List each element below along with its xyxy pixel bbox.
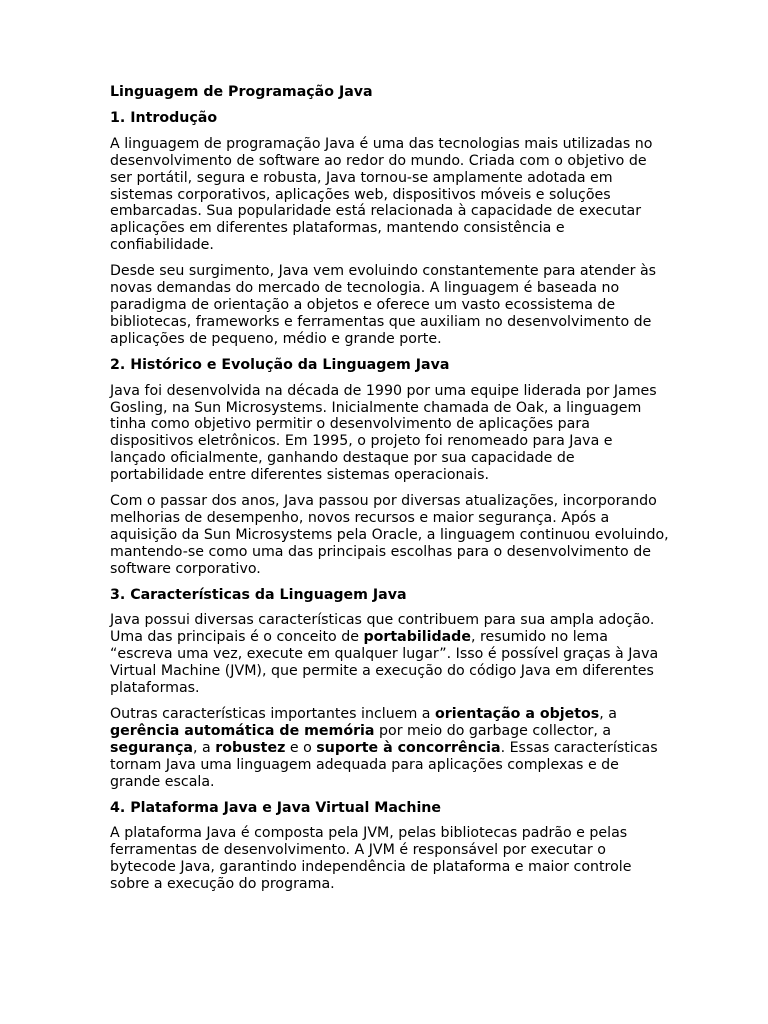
paragraph bbox=[110, 825, 670, 893]
paragraph-text: por meio do garbage collector, a bbox=[374, 722, 612, 739]
bold-term: orientação a objetos bbox=[434, 706, 600, 722]
paragraph bbox=[110, 136, 670, 254]
paragraph-text: . Essas características tornam Java uma linguagem adequada para aplicações complexas e de grande escala. bbox=[110, 739, 658, 790]
section-heading: 4. Plataforma Java e Java Virtual Machine bbox=[110, 799, 442, 816]
paragraph-text: e o bbox=[285, 739, 317, 756]
paragraph bbox=[110, 383, 670, 484]
paragraph-text: A plataforma Java é composta pela JVM, pelas bibliotecas padrão e pelas ferramentas de desenvolvimento. A JVM é responsável por executar o bytecode Java, garantindo independência de plataforma e maior controle sobre a execução do programa. bbox=[110, 825, 632, 893]
document-body bbox=[110, 84, 670, 902]
bold-term: segurança bbox=[110, 739, 193, 756]
paragraph-text: Java possui diversas características que contribuem para sua ampla adoção. Uma das principais é o conceito de bbox=[110, 612, 655, 646]
section-heading: 1. Introdução bbox=[110, 109, 218, 126]
bold-term: portabilidade bbox=[363, 629, 471, 646]
paragraph-text: Com o passar dos anos, Java passou por diversas atualizações, incorporando melhorias de desempenho, novos recursos e maior segurança. Após a aquisição da Sun Microsystems pela Oracle, a linguagem continuou evoluindo, mantendo-se como uma das principais escolhas para o desenvolvimento de software corporativo. bbox=[110, 493, 669, 577]
paragraph-text: , resumido no lema “escreva uma vez, execute em qualquer lugar”. Isso é possível graças à Java Virtual Machine (JVM), que permite a execução do código Java em diferentes plataformas. bbox=[110, 629, 659, 697]
paragraph-text: Java foi desenvolvida na década de 1990 por uma equipe liderada por James Gosling, na Sun Microsystems. Inicialmente chamada de Oak, a linguagem tinha como objetivo permitir o desenvolvimento de aplicações para dispositivos eletrônicos. Em 1995, o projeto foi renomeado para Java e lançado oficialmente, ganhando destaque por sua capacidade de portabilidade entre diferentes sistemas operacionais. bbox=[110, 382, 657, 484]
paragraph-text: Desde seu surgimento, Java vem evoluindo constantemente para atender às novas demandas do mercado de tecnologia. A linguagem é baseada no paradigma de orientação a objetos e oferece um vasto ecossistema de bibliotecas, frameworks e ferramentas que auxiliam no desenvolvimento de aplicações de pequeno, médio e grande porte. bbox=[110, 263, 657, 347]
paragraph bbox=[110, 612, 670, 697]
document-title: Linguagem de Programação Java bbox=[110, 84, 373, 100]
bold-term: robustez bbox=[215, 739, 286, 756]
paragraph-text: A linguagem de programação Java é uma das tecnologias mais utilizadas no desenvolvimento de software ao redor do mundo. Criada com o objetivo de ser portátil, segura e robusta, Java tornou-se amplamente adotada em sistemas corporativos, aplicações web, dispositivos móveis e soluções embarcadas. Sua popularidade está relacionada à capacidade de executar aplicações em diferentes plataformas, mantendo consistência e confiabilidade. bbox=[110, 135, 653, 254]
bold-term: suporte à concorrência bbox=[316, 739, 501, 756]
section-plataforma-jvm bbox=[110, 800, 670, 894]
bold-term: gerência automática de memória bbox=[110, 722, 375, 739]
section-heading: 2. Histórico e Evolução da Linguagem Java bbox=[110, 356, 450, 373]
paragraph bbox=[110, 263, 670, 348]
paragraph bbox=[110, 706, 670, 791]
section-heading: 3. Características da Linguagem Java bbox=[110, 586, 407, 603]
paragraph bbox=[110, 493, 670, 578]
section-caracteristicas bbox=[110, 587, 670, 791]
paragraph-text: , a bbox=[599, 706, 617, 722]
paragraph-text: , a bbox=[192, 739, 216, 756]
section-historico bbox=[110, 357, 670, 578]
paragraph-text: Outras características importantes incluem a bbox=[110, 706, 435, 722]
section-introducao bbox=[110, 110, 670, 348]
